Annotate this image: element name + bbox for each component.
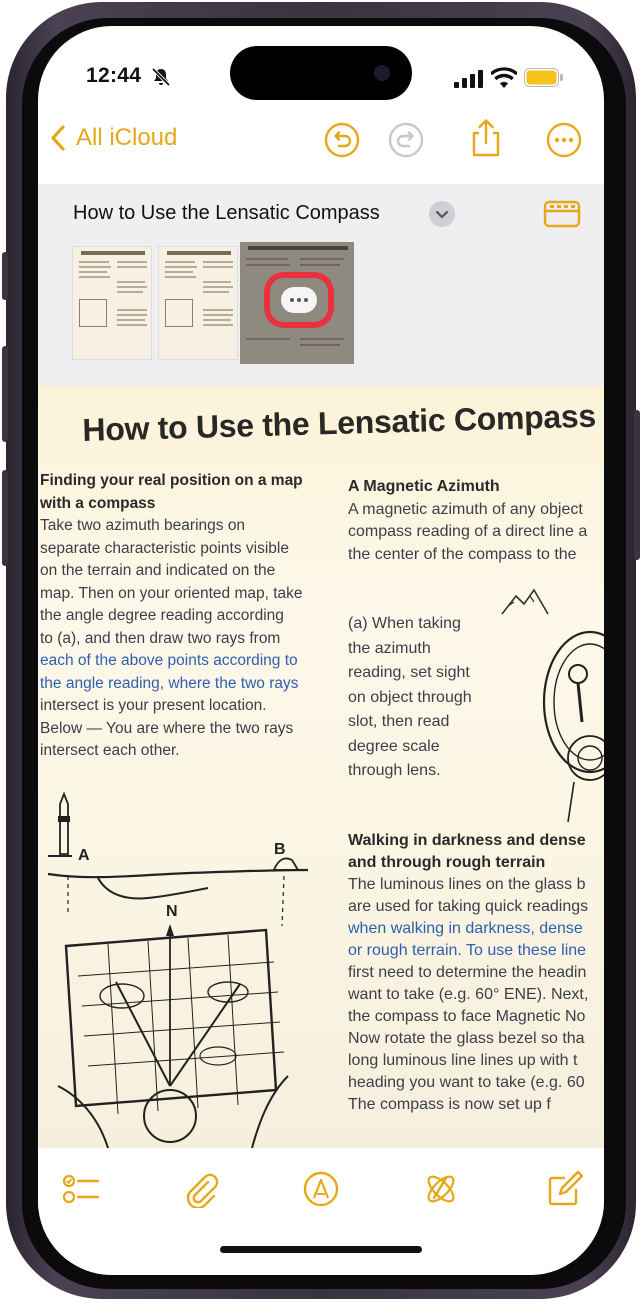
markup-pen-icon[interactable] (302, 1170, 340, 1208)
label-a: A (78, 847, 90, 864)
walking-line: or rough terrain. To use these line (348, 942, 587, 959)
action-button (2, 252, 8, 300)
left-line: the angle reading, where the two rays (40, 674, 299, 692)
caption-line: reading, set sight (348, 664, 470, 681)
left-line: map. Then on your oriented map, take (40, 584, 303, 602)
left-line: separate characteristic points visible (40, 539, 289, 557)
left-heading: with a compass (40, 494, 156, 512)
scan-expand-button[interactable] (429, 201, 455, 227)
compose-icon[interactable] (546, 1170, 584, 1208)
front-camera (374, 65, 390, 81)
phone-screen (38, 26, 604, 1275)
left-line: Take two azimuth bearings on (40, 517, 246, 534)
walking-line: heading you want to take (e.g. 60 (348, 1074, 585, 1091)
walking-line: want to take (e.g. 60° ENE). Next, (348, 986, 589, 1003)
walking-line: long luminous line lines up with t (348, 1052, 578, 1069)
compass-caption (348, 612, 498, 784)
left-line: to (a), and then draw two rays from (40, 629, 281, 647)
status-time: 12:44 (86, 64, 142, 87)
scan-thumbnail[interactable] (72, 246, 152, 360)
left-line: Below — You are where the two rays (40, 719, 294, 737)
chevron-left-icon (50, 124, 66, 152)
writing-tools-icon[interactable] (422, 1170, 460, 1208)
bell-slash-icon (150, 66, 172, 88)
right-line: A magnetic azimuth of any object (348, 500, 583, 518)
caption-line: degree scale (348, 737, 440, 755)
scanned-document (38, 386, 604, 1148)
right-heading: A Magnetic Azimuth (348, 478, 500, 495)
redo-icon[interactable] (388, 122, 424, 158)
label-n: N (166, 903, 178, 920)
caption-line: the azimuth (348, 639, 431, 657)
caption-line: (a) When taking (348, 615, 461, 632)
dynamic-island (230, 46, 412, 100)
back-button[interactable] (50, 124, 177, 152)
walking-line: the compass to face Magnetic No (348, 1008, 586, 1025)
caption-line: through lens. (348, 762, 441, 779)
left-line: each of the above points according to (40, 652, 298, 669)
volume-down-button (2, 470, 8, 566)
left-column (40, 470, 312, 763)
volume-up-button (2, 346, 8, 442)
label-b: B (274, 841, 286, 858)
right-line: compass reading of a direct line a (348, 523, 588, 540)
back-label: All iCloud (76, 124, 178, 151)
map-illustration (38, 786, 338, 1148)
more-icon[interactable] (546, 122, 582, 158)
thumbnail-title (248, 246, 348, 250)
home-indicator[interactable] (220, 1246, 422, 1253)
signal-icon (454, 70, 484, 88)
scan-thumbnail[interactable] (158, 246, 238, 360)
thumbnail-figure (165, 299, 193, 327)
walking-section (348, 830, 604, 1116)
left-line: the angle degree reading according (40, 607, 284, 624)
left-line: on the terrain and indicated on the (40, 562, 276, 579)
walking-line: The luminous lines on the glass b (348, 876, 586, 893)
wifi-icon (491, 67, 517, 89)
scan-header (38, 184, 604, 386)
left-line: intersect each other. (40, 742, 180, 759)
page-options-button[interactable] (264, 272, 334, 328)
compass-illustration (494, 582, 604, 844)
scan-thumbnail-selected[interactable] (240, 242, 354, 364)
walking-line: first need to determine the headin (348, 964, 587, 981)
left-line: intersect is your present location. (40, 697, 267, 714)
undo-icon[interactable] (324, 122, 360, 158)
walking-heading: Walking in darkness and dense (348, 832, 586, 849)
scan-title[interactable]: How to Use the Lensatic Compass (73, 202, 380, 224)
checklist-icon[interactable] (62, 1170, 100, 1208)
power-button (634, 410, 640, 560)
right-line: the center of the compass to the (348, 545, 577, 563)
walking-line: are used for taking quick readings (348, 898, 589, 915)
walking-line: Now rotate the glass bezel so tha (348, 1030, 585, 1047)
thumbnail-title (167, 251, 231, 255)
share-icon[interactable] (468, 118, 504, 158)
paperclip-icon[interactable] (182, 1170, 220, 1208)
bottom-toolbar (38, 1148, 604, 1275)
right-column (348, 476, 604, 566)
walking-heading: and through rough terrain (348, 854, 546, 871)
scanner-icon[interactable] (543, 198, 581, 230)
thumbnail-title (81, 251, 145, 255)
ellipsis-icon (281, 287, 317, 313)
caption-line: slot, then read (348, 713, 450, 730)
chevron-down-icon (429, 201, 455, 227)
left-heading: Finding your real position on a map (40, 472, 303, 489)
document-title: How to Use the Lensatic Compass (82, 397, 597, 448)
thumbnail-figure (79, 299, 107, 327)
walking-line: when walking in darkness, dense (348, 920, 583, 937)
battery-icon (524, 68, 564, 87)
walking-line: The compass is now set up f (348, 1096, 551, 1113)
caption-line: on object through (348, 688, 472, 706)
